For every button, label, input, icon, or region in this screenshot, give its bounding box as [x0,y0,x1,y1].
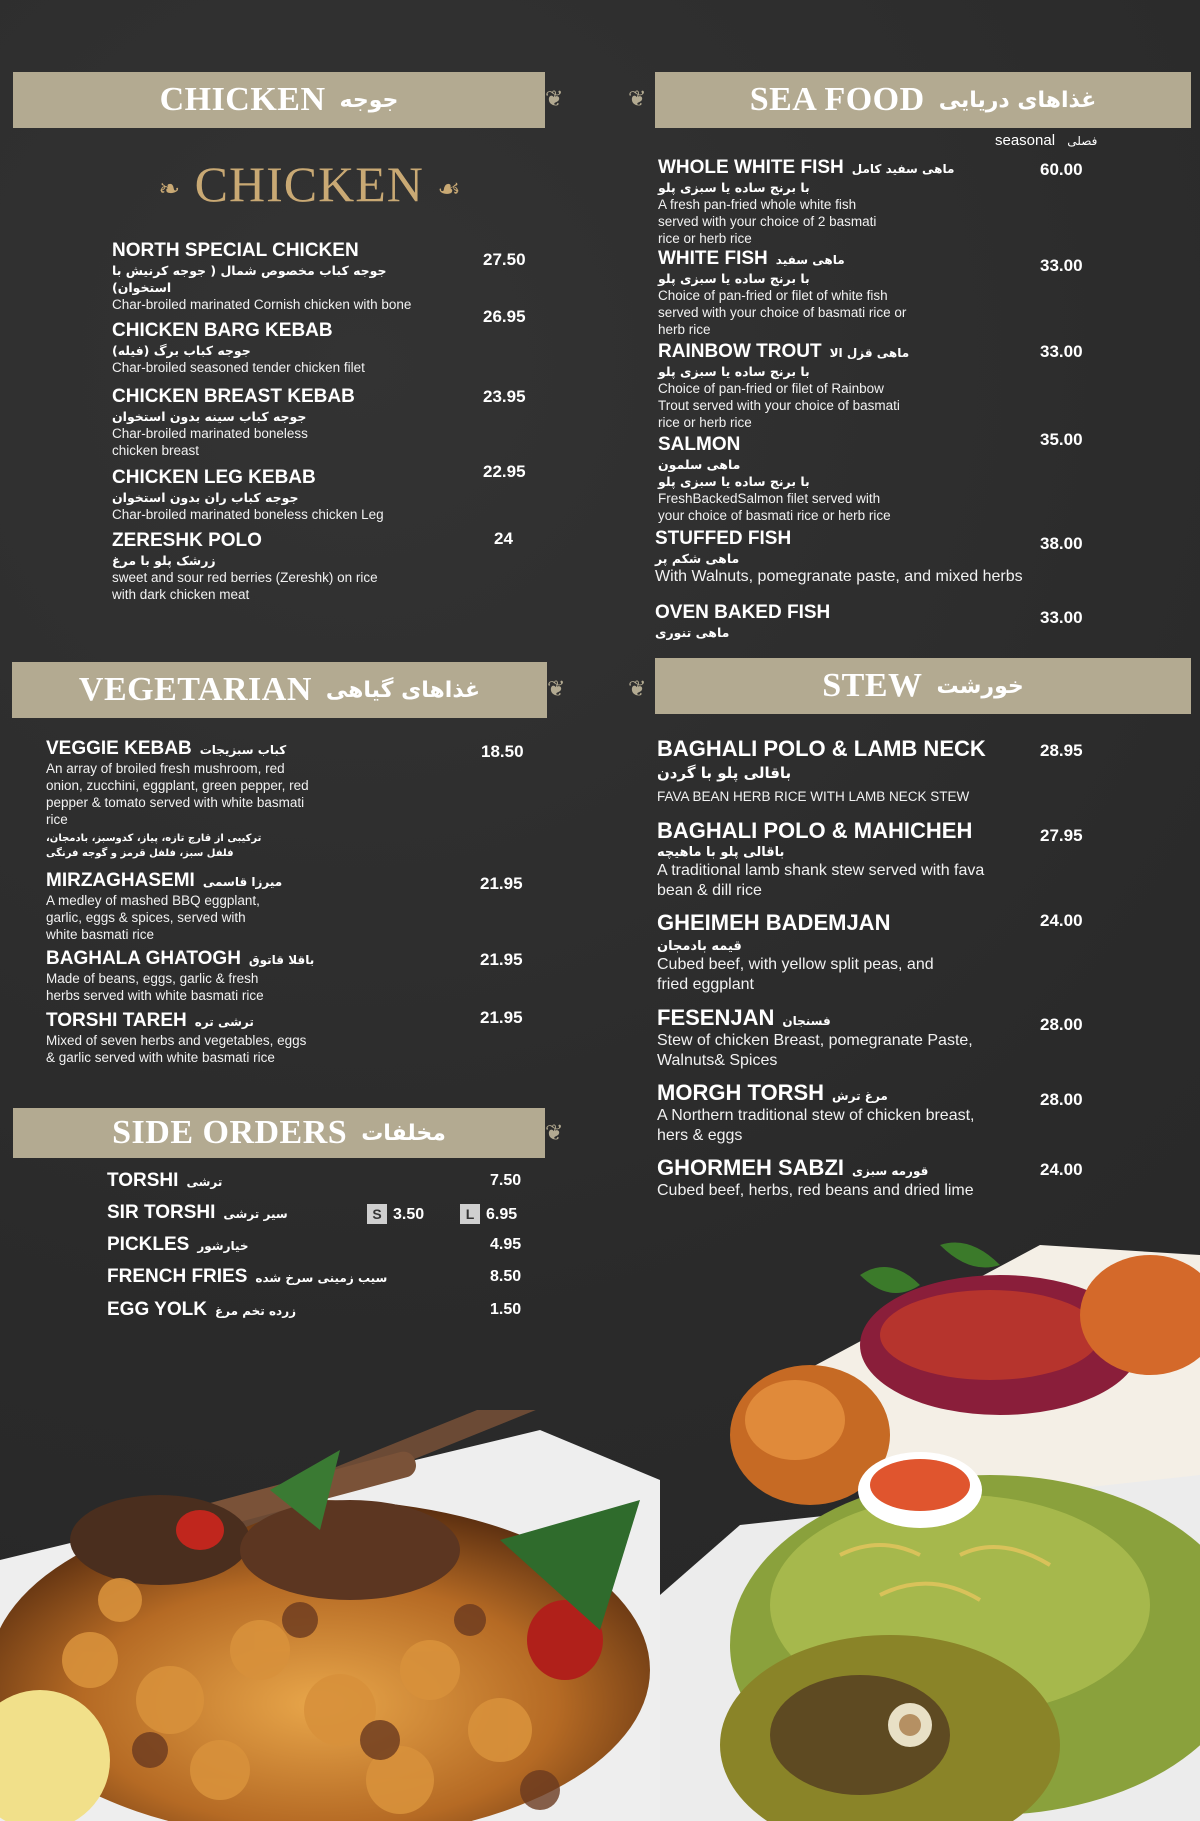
item-description: A traditional lamb shank stew served with fava bean & dill rice [657,862,985,899]
menu-item [657,1155,1057,1201]
large-size-badge: L [460,1204,480,1224]
menu-item [46,870,316,943]
item-price: 27.95 [1040,826,1083,845]
item-name: CHICKEN BARG KEBAB [112,320,333,341]
side-item [107,1202,527,1228]
side-orders-banner [13,1108,545,1158]
item-name-fa: میرزا قاسمی [202,875,283,889]
item-name-fa: جوجه کباب سینه بدون استخوان [112,409,307,424]
side-orders-banner-en: SIDE ORDERS [112,1114,348,1151]
item-name-fa: کباب سبزیجات [199,743,287,757]
item-name: PICKLES [107,1234,190,1255]
item-name-fa: جوجه کباب برگ (فیله) [112,343,251,358]
flourish-icon: ❦ [547,676,566,701]
item-name: TORSHI TAREH [46,1010,187,1031]
menu-item [112,320,412,376]
menu-item [112,530,402,603]
item-subtitle-fa: با برنج ساده یا سبزی پلو [658,180,810,195]
menu-item [658,157,958,247]
chicken-title [150,155,470,213]
item-name: BAGHALI POLO & MAHICHEH [657,818,973,843]
item-description: Char-broiled marinated boneless chicken breast [112,426,308,458]
item-subtitle-fa: قیمه بادمجان [657,939,742,954]
item-description-fa: ترکیبی از قارچ تازه، پیاز، کدوسبز، بادمجان، فلفل سبز، فلفل قرمز و گوجه فرنگی [46,833,262,859]
seafood-banner-fa: غذاهای دریایی [938,87,1097,113]
item-subtitle-fa: ماهی سلمون [658,457,741,472]
item-price: 38.00 [1040,534,1083,553]
item-description: Char-broiled seasoned tender chicken filet [112,360,365,375]
item-name: WHITE FISH [658,248,768,269]
item-name: WHOLE WHITE FISH [658,157,844,178]
item-name: BAGHALI POLO & LAMB NECK [657,736,986,761]
item-description: Char-broiled marinated boneless chicken Leg [112,507,384,522]
item-price: 28.00 [1040,1090,1083,1109]
item-name-fa: ماهی سفید [775,253,845,267]
item-price: 8.50 [490,1268,522,1285]
item-name-fa: ماهی سفید کامل [851,162,955,176]
kebab-platter-photo [0,1410,660,1821]
item-price: 4.95 [490,1236,522,1253]
item-description: A Northern traditional stew of chicken breast, hers & eggs [657,1107,975,1144]
item-description: Choice of pan-fried or filet of white fish served with your choice of basmati rice or herb rice [658,288,907,337]
vegetarian-banner [12,662,547,718]
menu-item [657,1080,1017,1146]
item-description: Mixed of seven herbs and vegetables, eggs & garlic served with white basmati rice [46,1033,307,1065]
item-description: Char-broiled marinated Cornish chicken with bone [112,297,412,312]
side-item [107,1299,527,1325]
item-name-fa: جوجه کباب ران بدون استخوان [112,490,299,505]
side-item [107,1266,527,1292]
item-name-fa: فسنجان [782,1014,831,1028]
item-name: CHICKEN LEG KEBAB [112,467,316,488]
flourish-icon: ❦ [545,86,564,111]
stew-banner-en: STEW [822,667,923,704]
item-name-fa: سیب زمینی سرخ شده [255,1271,388,1285]
item-description: An array of broiled fresh mushroom, red onion, zucchini, eggplant, green pepper, red pepper & tomato served with white basmati rice [46,761,309,827]
item-description: FAVA BEAN HERB RICE WITH LAMB NECK STEW [657,789,970,804]
item-price: 23.95 [483,387,526,406]
item-description: Choice of pan-fried or filet of Rainbow Trout served with your choice of basmati rice or herb rice [658,381,900,430]
item-subtitle-fa: ماهی تنوری [655,625,730,640]
item-name-fa: زرده تخم مرغ [214,1304,297,1318]
item-price: 33.00 [1040,608,1083,627]
item-price: 60.00 [1040,160,1083,179]
item-subtitle-fa: ماهی شکم پر [655,551,740,566]
item-name-fa: جوجه کباب مخصوص شمال ( جوجه کرنیش با استخوان) [112,263,387,295]
seasonal-label [995,132,1097,149]
menu-item [655,528,1055,587]
item-subtitle-fa: باقالی پلو با ماهیچه [657,845,785,860]
item-name: SALMON [658,434,741,455]
item-name: FRENCH FRIES [107,1266,248,1287]
item-subtitle-fa: با برنج ساده یا سبزی پلو [658,364,810,379]
item-description: Cubed beef, herbs, red beans and dried lime [657,1182,974,1199]
menu-item [112,386,402,459]
side-orders-banner-fa: مخلفات [361,1120,446,1146]
menu-item [657,736,1017,805]
item-name-fa: مرغ ترش [832,1089,888,1103]
item-description: sweet and sour red berries (Zereshk) on rice with dark chicken meat [112,570,378,602]
chicken-banner-fa: جوجه [339,87,399,113]
item-price: 33.00 [1040,342,1083,361]
menu-item [112,240,412,313]
flourish-icon: ❦ [545,1120,564,1145]
item-name: CHICKEN BREAST KEBAB [112,386,355,407]
vegetarian-banner-fa: غذاهای گیاهی [325,677,481,703]
small-price-group [367,1204,424,1224]
flourish-icon: ❧ [158,174,182,204]
menu-item [46,1010,326,1066]
item-name-fa: ماهی قزل الا [829,346,910,360]
vegetarian-banner-en: VEGETARIAN [78,671,312,708]
small-size-badge: S [367,1204,387,1224]
item-name: STUFFED FISH [655,528,792,549]
item-name-fa: ترشی [186,1175,223,1189]
side-item [107,1234,527,1260]
item-price: 7.50 [490,1172,522,1189]
item-name: GHORMEH SABZI [657,1155,844,1180]
item-name: OVEN BAKED FISH [655,602,831,623]
item-name: NORTH SPECIAL CHICKEN [112,240,359,261]
item-price: 27.50 [483,250,526,269]
seafood-banner-en: SEA FOOD [749,81,925,118]
item-name-fa: خیارشور [197,1239,249,1253]
item-description: FreshBackedSalmon filet served with your choice of basmati rice or herb rice [658,491,891,523]
item-description: Made of beans, eggs, garlic & fresh herbs served with white basmati rice [46,971,264,1003]
item-name: SIR TORSHI [107,1202,216,1223]
flourish-icon: ☙ [437,174,462,204]
item-price: 21.95 [480,950,523,969]
item-price: 28.00 [1040,1015,1083,1034]
chicken-banner [13,72,545,128]
item-name: MORGH TORSH [657,1080,825,1105]
stew-banner [655,658,1191,714]
item-price: 24 [494,529,513,548]
item-name-fa: سیر ترشی [223,1207,288,1221]
item-price: 21.95 [480,874,523,893]
item-price: 35.00 [1040,430,1083,449]
menu-item [657,818,1017,901]
item-name-fa: ترشی تره [194,1015,254,1029]
item-subtitle-fa: با برنج ساده یا سبزی پلو [658,271,810,286]
item-name-fa: زرشک پلو با مرغ [112,553,216,568]
seasonal-label-en: seasonal [995,132,1056,149]
item-name: BAGHALA GHATOGH [46,948,241,969]
item-name: VEGGIE KEBAB [46,738,192,759]
item-price: 21.95 [480,1008,523,1027]
chicken-banner-en: CHICKEN [159,81,326,118]
small-price: 3.50 [393,1206,425,1223]
item-price: 33.00 [1040,256,1083,275]
stew-rice-photo [660,1225,1200,1821]
item-name: TORSHI [107,1170,179,1191]
chicken-title-text: CHICKEN [194,156,424,212]
item-subtitle-fa: باقالی پلو با گردن [657,764,792,782]
menu-item [46,738,316,861]
item-description: Cubed beef, with yellow split peas, and fried eggplant [657,956,934,993]
item-description: A fresh pan-fried whole white fish served with your choice of 2 basmati rice or herb rice [658,197,877,246]
menu-item [112,467,412,523]
item-description: A medley of mashed BBQ eggplant, garlic, eggs & spices, served with white basmati rice [46,893,260,942]
item-price: 24.00 [1040,911,1083,930]
menu-item [657,910,1017,995]
item-price: 26.95 [483,307,526,326]
stew-banner-fa: خورشت [936,673,1024,699]
item-name: EGG YOLK [107,1299,207,1320]
item-name-fa: قورمه سبزی [852,1164,929,1178]
item-price: 1.50 [490,1301,522,1318]
item-description: Stew of chicken Breast, pomegranate Paste, Walnuts& Spices [657,1032,973,1069]
item-price: 18.50 [481,742,524,761]
menu-item [657,1005,1017,1071]
item-name: ZERESHK POLO [112,530,262,551]
seafood-banner [655,72,1191,128]
item-name: GHEIMEH BADEMJAN [657,910,891,935]
item-subtitle-fa-2: با برنج ساده یا سبزی پلو [658,474,810,489]
large-price-group [460,1204,517,1224]
item-name-fa: باقلا قاتوق [248,953,315,967]
menu-item [658,434,958,524]
side-item [107,1170,527,1196]
menu-item [658,341,958,431]
item-description: With Walnuts, pomegranate paste, and mixed herbs [655,568,1023,585]
item-name: FESENJAN [657,1005,775,1030]
item-price: 22.95 [483,462,526,481]
menu-item [46,948,316,1004]
seasonal-label-fa: فصلی [1067,134,1098,148]
item-name: RAINBOW TROUT [658,341,822,362]
menu-item [658,248,958,338]
item-name: MIRZAGHASEMI [46,870,195,891]
item-price: 28.95 [1040,741,1083,760]
menu-item [655,602,955,641]
item-price: 24.00 [1040,1160,1083,1179]
item-price: 6.95 [486,1206,518,1223]
flourish-icon: ❦ [628,676,647,701]
flourish-icon: ❦ [628,86,647,111]
